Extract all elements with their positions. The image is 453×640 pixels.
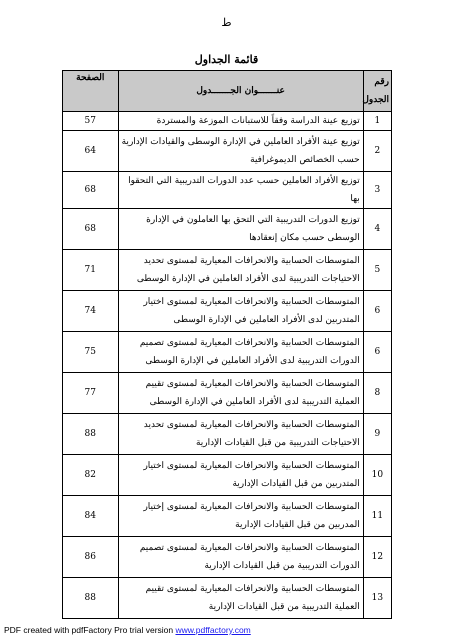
row-page: 82	[63, 455, 119, 496]
row-number: 6	[363, 332, 391, 373]
table-row	[63, 373, 392, 414]
table-header-row	[63, 71, 392, 112]
row-title: توزيع عينة الأفراد العاملين في الإدارة الوسطى والقيادات الإدارية حسب الخصائص الديموغرافية	[118, 131, 363, 172]
row-page: 84	[63, 496, 119, 537]
footer-link[interactable]: www.pdffactory.com	[175, 625, 251, 635]
row-title: المتوسطات الحسابية والانحرافات المعيارية لمستوى تقييم العملية التدريبية من قبل القيادات الإدارية	[118, 578, 363, 619]
row-number: 1	[363, 112, 391, 131]
table-row	[63, 291, 392, 332]
table-row	[63, 496, 392, 537]
table-row	[63, 537, 392, 578]
row-title: المتوسطات الحسابية والانحرافات المعيارية لمستوى تصميم الدورات التدريبية من قبل القيادات الإدارية	[118, 537, 363, 578]
row-number: 13	[363, 578, 391, 619]
row-page: 71	[63, 250, 119, 291]
row-title: توزيع الدورات التدريبية التي التحق بها العاملون في الإدارة الوسطى حسب مكان إنعقادها	[118, 209, 363, 250]
header-table-number: رقم الجدول	[363, 71, 391, 112]
table-row	[63, 209, 392, 250]
row-page: 86	[63, 537, 119, 578]
table-row	[63, 112, 392, 131]
tables-index	[62, 70, 392, 619]
row-page: 88	[63, 414, 119, 455]
row-page: 77	[63, 373, 119, 414]
row-title: المتوسطات الحسابية والانحرافات المعيارية لمستوى إختيار المدربين من قبل القيادات الإدارية	[118, 496, 363, 537]
row-title: المتوسطات الحسابية والانحرافات المعيارية لمستوى تحديد الاحتياجات التدريبية من قبل القيادات الإدارية	[118, 414, 363, 455]
table-row	[63, 332, 392, 373]
row-title: المتوسطات الحسابية والانحرافات المعيارية لمستوى تقييم العملية التدريبية لدى الأفراد العاملين في الإدارة الوسطى	[118, 373, 363, 414]
page-letter: ط	[221, 16, 232, 29]
row-page: 57	[63, 112, 119, 131]
row-number: 10	[363, 455, 391, 496]
table-row	[63, 455, 392, 496]
row-title: توزيع عينة الدراسة وفقاً للاستبانات الموزعة والمستردة	[118, 112, 363, 131]
row-title: المتوسطات الحسابية والانحرافات المعيارية لمستوى اختيار المتدربين لدى الأفراد العاملين في الإدارة الوسطى	[118, 291, 363, 332]
row-page: 75	[63, 332, 119, 373]
row-number: 3	[363, 172, 391, 209]
row-page: 64	[63, 131, 119, 172]
row-number: 6	[363, 291, 391, 332]
header-page: الصفحة	[63, 71, 119, 112]
pdf-footer	[4, 625, 251, 635]
row-number: 12	[363, 537, 391, 578]
header-table-title: عنـــــــوان الجـــــــدول	[118, 71, 363, 112]
row-number: 5	[363, 250, 391, 291]
row-number: 2	[363, 131, 391, 172]
table-row	[63, 414, 392, 455]
row-number: 9	[363, 414, 391, 455]
row-page: 88	[63, 578, 119, 619]
row-page: 68	[63, 209, 119, 250]
row-number: 8	[363, 373, 391, 414]
footer-text: PDF created with pdfFactory Pro trial version	[4, 625, 176, 635]
row-number: 11	[363, 496, 391, 537]
table-row	[63, 250, 392, 291]
table-row	[63, 172, 392, 209]
row-title: توزيع الأفراد العاملين حسب عدد الدورات التدريبية التي التحقوا بها	[118, 172, 363, 209]
row-page: 74	[63, 291, 119, 332]
table-row	[63, 578, 392, 619]
list-of-tables-title: قائمة الجداول	[194, 53, 259, 66]
row-title: المتوسطات الحسابية والانحرافات المعيارية لمستوى تصميم الدورات التدريبية لدى الأفراد العاملين في الإدارة الوسطى	[118, 332, 363, 373]
row-title: المتوسطات الحسابية والانحرافات المعيارية لمستوى تحديد الاحتياجات التدريبية لدى الأفراد العاملين في الإدارة الوسطى	[118, 250, 363, 291]
row-page: 68	[63, 172, 119, 209]
table-row	[63, 131, 392, 172]
row-title: المتوسطات الحسابية والانحرافات المعيارية لمستوى اختيار المتدربين من قبل القيادات الإدارية	[118, 455, 363, 496]
tables-index-body	[63, 112, 392, 619]
row-number: 4	[363, 209, 391, 250]
